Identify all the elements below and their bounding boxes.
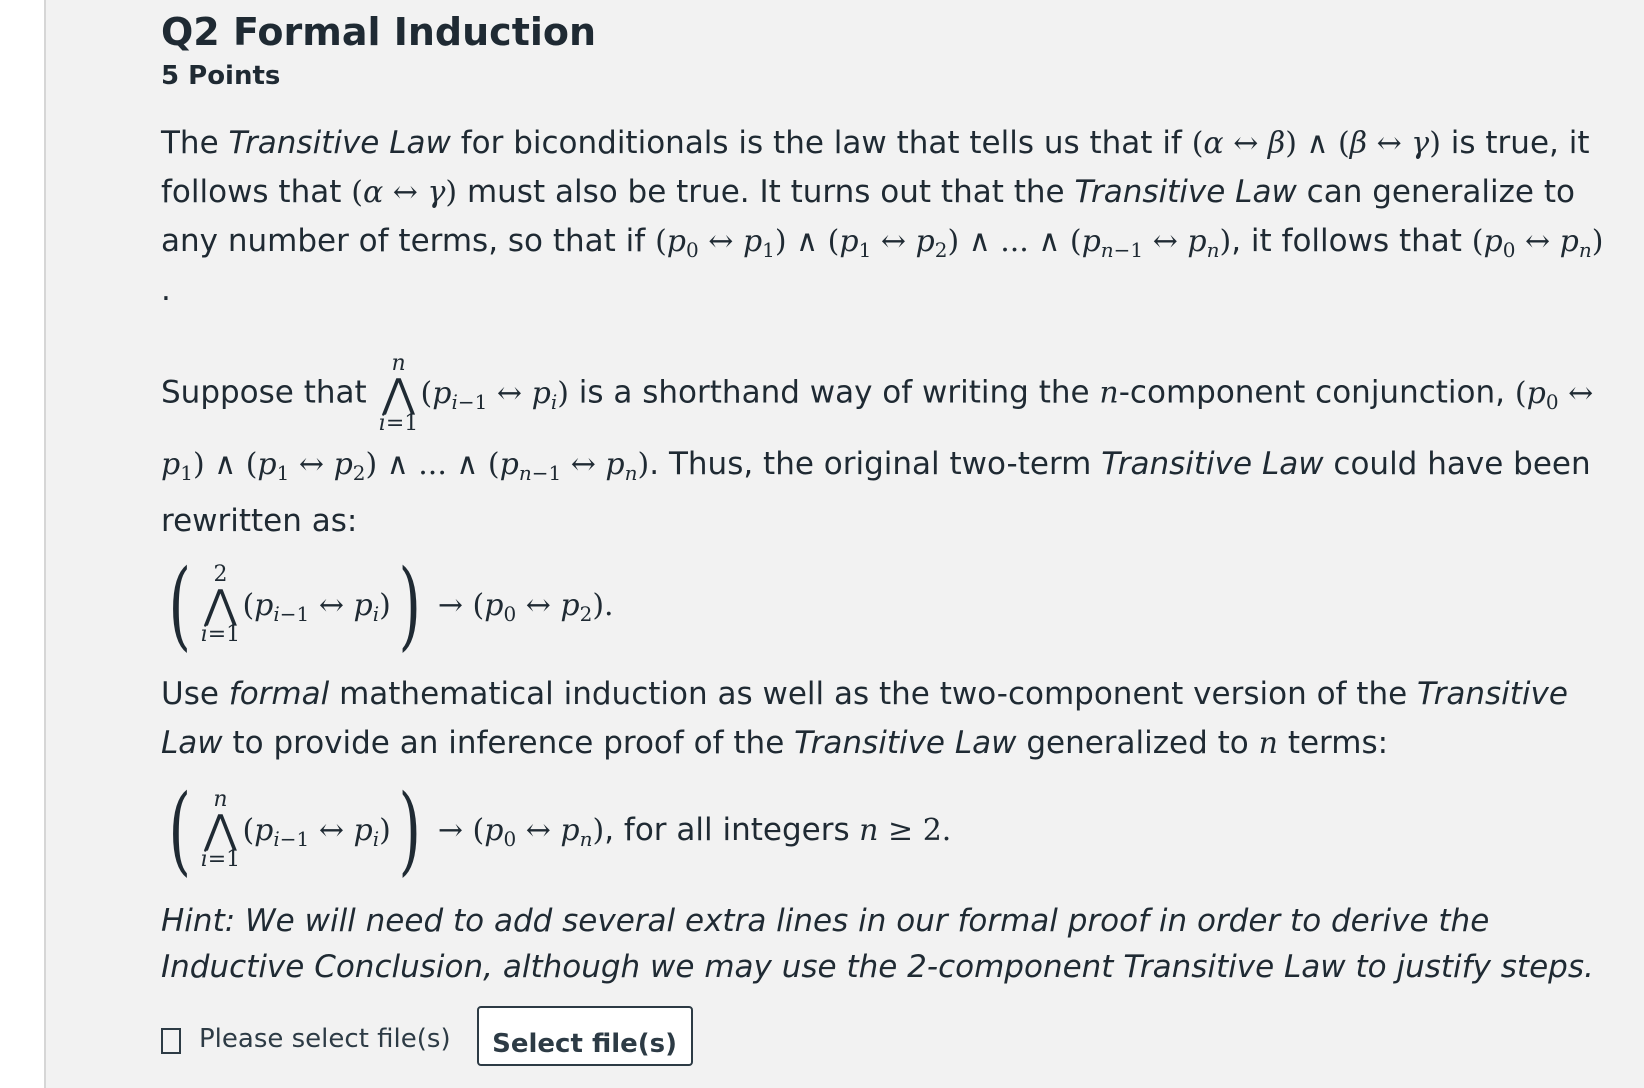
formula-general-conclusion: ($p_0$ ↔ $p_n$): [1471, 224, 1604, 262]
formula-premise: (α ↔ β) ∧ (β ↔ γ): [1191, 126, 1441, 161]
formula-general-premise: ($p_0$ ↔ $p_1$) ∧ ($p_1$ ↔ $p_2$) ∧ ... ∧ ($p_{n-1}$ ↔ $p_n$): [655, 224, 1232, 262]
paragraph-shorthand: Suppose that n ⋀ i=1 ($p_{i-1}$ ↔ $p_i$) is a shorthand way of writing the n-component conjunction, ($p_0$ ↔ $p_1$) ∧ ($p_1$ ↔ $p_2$) ∧ ... ∧ ($p_{n-1}$ ↔ $p_n$). Thus, the original two-term Transitive Law could have been rewritten as:: [161, 351, 1594, 539]
file-upload-row: [161, 1006, 693, 1066]
big-conjunction: n ⋀ i=1: [378, 351, 419, 436]
formula-conclusion: (α ↔ γ): [351, 175, 458, 210]
equation-two-term: ( 2 ⋀ i=1 ($p_{i-1}$ ↔ $p_i$) ) → ($p_0$ ↔ $p_2$).: [168, 549, 614, 661]
formula-expanded: ($p_0$ ↔ $p_1$) ∧ ($p_1$ ↔ $p_2$) ∧ ... ∧ ($p_{n-1}$ ↔ $p_n$): [161, 375, 1594, 485]
paragraph-transitive-law: The Transitive Law for biconditionals is the law that tells us that if (α ↔ β) ∧ (β ↔ γ) is true, it follows that (α ↔ γ) must also be true. It turns out that the Transitive Law can generalize to any number of terms, so that if ($p_0$ ↔ $p_1$) ∧ ($p_1$ ↔ $p_2$) ∧ ... ∧ ($p_{n-1}$ ↔ $p_n$), it follows that ($p_0$ ↔ $p_n$) .: [161, 125, 1604, 308]
paragraph-instructions: Use formal mathematical induction as well as the two-component version of the Transitive Law to provide an inference proof of the Transitive Law generalized to n terms:: [161, 676, 1568, 761]
hint-text: Hint: We will need to add several extra lines in our formal proof in order to derive the Inductive Conclusion, although we may use the 2-component Transitive Law to justify steps.: [161, 903, 1594, 985]
question-points: 5 Points: [161, 61, 281, 91]
question-title: Q2 Formal Induction: [161, 10, 597, 54]
select-files-button[interactable]: Select file(s): [477, 1006, 693, 1066]
equation-n-term: ( n ⋀ i=1 ($p_{i-1}$ ↔ $p_i$) ) → ($p_0$ ↔ $p_n$) , for all integers n ≥ 2.: [168, 774, 952, 886]
left-rail: [0, 0, 46, 1088]
term-transitive-law: Transitive Law: [228, 125, 451, 161]
file-icon: [161, 1028, 181, 1054]
file-select-label: Please select file(s): [199, 1024, 451, 1054]
